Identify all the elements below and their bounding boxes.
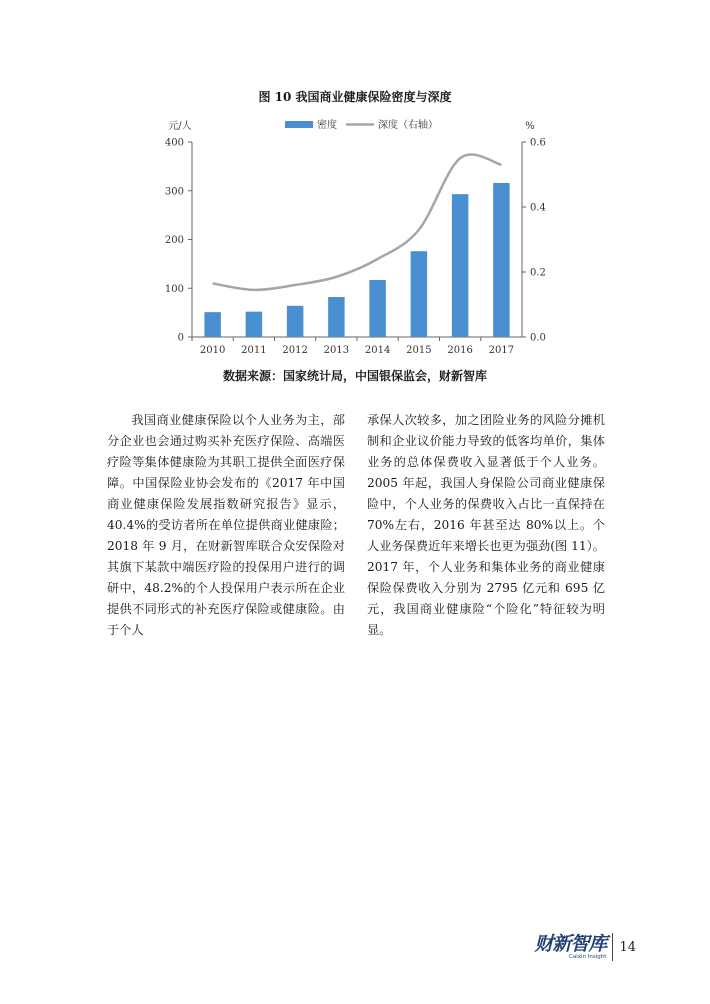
left-tick-label: 100 bbox=[164, 283, 184, 295]
density-bar bbox=[493, 183, 510, 337]
right-tick-label: 0.4 bbox=[530, 202, 546, 214]
x-tick-label: 2012 bbox=[282, 345, 308, 356]
body-column-left bbox=[107, 410, 345, 641]
density-bar bbox=[452, 194, 469, 337]
left-tick-label: 0 bbox=[177, 332, 184, 344]
density-bar bbox=[369, 280, 386, 337]
caixin-insight-logo bbox=[534, 934, 606, 961]
x-tick-label: 2011 bbox=[241, 345, 267, 356]
density-bar bbox=[204, 312, 221, 337]
left-tick-label: 200 bbox=[164, 235, 184, 246]
legend-depth-label: 深度（右轴） bbox=[378, 120, 438, 131]
density-bar bbox=[246, 312, 263, 337]
right-tick-label: 0.0 bbox=[530, 332, 546, 344]
left-axis-unit: 元/人 bbox=[168, 121, 192, 132]
density-bar bbox=[411, 251, 428, 337]
logo-chinese: 财新智库 bbox=[534, 932, 607, 955]
density-depth-chart bbox=[150, 110, 570, 360]
body-column-right bbox=[367, 410, 605, 641]
left-tick-label: 400 bbox=[164, 137, 184, 149]
page-footer bbox=[534, 933, 636, 961]
x-tick-label: 2010 bbox=[199, 345, 226, 356]
figure-title: 图 10 我国商业健康保险密度与深度 bbox=[258, 90, 452, 104]
x-tick-label: 2014 bbox=[364, 345, 391, 356]
paragraph-left: 我国商业健康保险以个人业务为主，部分企业也会通过购买补充医疗保险、高端医疗险等集体健康险为其职工提供全面医疗保障。中国保险业协会发布的《2017 年中国商业健康保险发展指数研究报告》显示，40.4%的受访者所在单位提供商业健康险；2018 年 9 月，在财新智库联合众安保险对其旗下某款中端医疗险的投保用户进行的调研中，48.2%的个人投保用户表示所在企业提供不同形式的补充医疗保险或健康险。由于个人 bbox=[107, 413, 345, 637]
figure-source: 数据来源：国家统计局，中国银保监会，财新智库 bbox=[222, 369, 487, 383]
logo-english: Caixin Insight bbox=[569, 953, 607, 960]
density-bar bbox=[287, 306, 304, 337]
left-tick-label: 300 bbox=[164, 186, 184, 198]
x-tick-label: 2016 bbox=[447, 345, 473, 356]
right-tick-label: 0.6 bbox=[530, 137, 546, 149]
x-tick-label: 2013 bbox=[323, 345, 350, 356]
paragraph-right: 承保人次较多，加之团险业务的风险分摊机制和企业议价能力导致的低客均单价，集体业务的总体保费收入显著低于个人业务。2005 年起，我国人身保险公司商业健康保险中，个人业务的保费收入占比一直保持在 70%左右，2016 年甚至达 80%以上。个人业务保费近年来增长也更为强劲(图 11）。2017 年，个人业务和集体业务的商业健康保险保费收入分别为 2795 亿元和 695 亿元，我国商业健康险“个险化”特征较为明显。 bbox=[367, 413, 605, 637]
x-tick-label: 2017 bbox=[488, 345, 515, 356]
page-number: 14 bbox=[619, 939, 636, 955]
density-bar bbox=[328, 297, 345, 337]
right-tick-label: 0.2 bbox=[530, 267, 546, 279]
legend-density-label: 密度 bbox=[317, 120, 337, 131]
x-tick-label: 2015 bbox=[406, 345, 432, 356]
right-axis-unit: % bbox=[525, 121, 535, 132]
footer-divider bbox=[612, 933, 613, 961]
legend-density-swatch bbox=[285, 121, 313, 128]
